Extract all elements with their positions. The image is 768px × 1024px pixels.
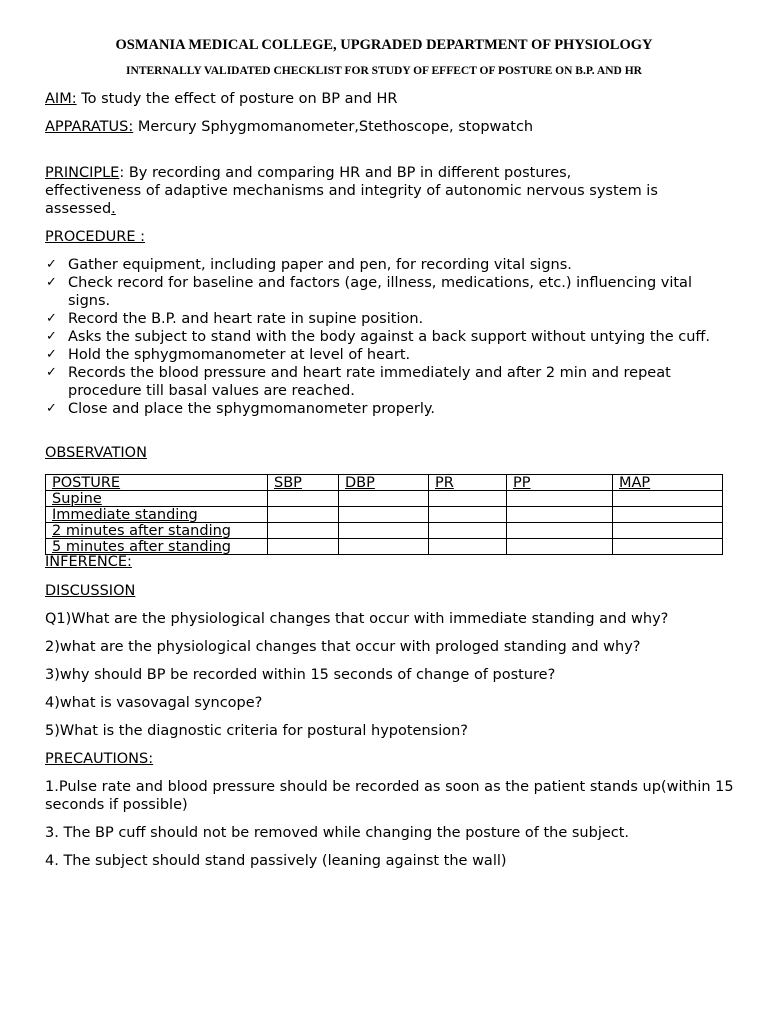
- map-cell[interactable]: [613, 523, 723, 539]
- list-item: [45, 328, 735, 346]
- discussion-question: 2)what are the physiological changes that occur with prologed standing and why?: [45, 639, 641, 655]
- procedure-label: PROCEDURE :: [45, 229, 146, 245]
- apparatus-text: Mercury Sphygmomanometer,Stethoscope, stopwatch: [133, 119, 534, 135]
- aim-line: [45, 90, 398, 108]
- column-header-pp: PP: [507, 475, 613, 491]
- discussion-question: 4)what is vasovagal syncope?: [45, 695, 263, 711]
- check-icon: ✓: [46, 347, 57, 362]
- principle-line-3: [45, 200, 116, 218]
- precaution-item: 4. The subject should stand passively (leaning against the wall): [45, 853, 507, 869]
- procedure-step: Gather equipment, including paper and pen, for recording vital signs.: [68, 257, 572, 273]
- check-icon: ✓: [46, 275, 57, 290]
- observation-table: [45, 474, 723, 555]
- principle-text-3: assessed: [45, 201, 112, 217]
- sbp-cell[interactable]: [268, 491, 339, 507]
- principle-text-1: : By recording and comparing HR and BP in different postures,: [119, 165, 572, 181]
- principle-line-2: effectiveness of adaptive mechanisms and integrity of autonomic nervous system is: [45, 183, 658, 199]
- map-cell[interactable]: [613, 491, 723, 507]
- dbp-cell[interactable]: [339, 539, 429, 555]
- table-header-row: [46, 475, 723, 491]
- sbp-cell[interactable]: [268, 523, 339, 539]
- apparatus-line: [45, 118, 533, 136]
- pr-cell[interactable]: [429, 491, 507, 507]
- principle-text-3-end: .: [111, 201, 116, 217]
- pp-cell[interactable]: [507, 507, 613, 523]
- map-cell[interactable]: [613, 507, 723, 523]
- column-header-map: MAP: [613, 475, 723, 491]
- inference-label: INFERENCE:: [45, 554, 132, 570]
- check-icon: ✓: [46, 329, 57, 344]
- principle-label: PRINCIPLE: [45, 165, 120, 181]
- pr-cell[interactable]: [429, 539, 507, 555]
- procedure-step: Check record for baseline and factors (age, illness, medications, etc.) influencing vital signs.: [68, 275, 692, 309]
- procedure-steps: [45, 256, 735, 418]
- discussion-question: Q1)What are the physiological changes that occur with immediate standing and why?: [45, 611, 669, 627]
- discussion-question: 3)why should BP be recorded within 15 seconds of change of posture?: [45, 667, 556, 683]
- precaution-item: 3. The BP cuff should not be removed while changing the posture of the subject.: [45, 825, 630, 841]
- list-item: [45, 310, 735, 328]
- check-icon: ✓: [46, 311, 57, 326]
- procedure-step: Records the blood pressure and heart rate immediately and after 2 min and repeat procedure till basal values are reached.: [68, 365, 671, 399]
- posture-cell: Immediate standing: [46, 507, 268, 523]
- table-row: [46, 507, 723, 523]
- discussion-question: 5)What is the diagnostic criteria for postural hypotension?: [45, 723, 468, 739]
- check-icon: ✓: [46, 401, 57, 416]
- procedure-step: Record the B.P. and heart rate in supine position.: [68, 311, 424, 327]
- pr-cell[interactable]: [429, 507, 507, 523]
- list-item: [45, 274, 735, 310]
- check-icon: ✓: [46, 257, 57, 272]
- pp-cell[interactable]: [507, 539, 613, 555]
- list-item: [45, 346, 735, 364]
- column-header-posture: POSTURE: [46, 475, 268, 491]
- precautions-label: PRECAUTIONS:: [45, 751, 154, 767]
- table-row: [46, 539, 723, 555]
- observation-label: OBSERVATION: [45, 445, 147, 461]
- posture-cell: 2 minutes after standing: [46, 523, 268, 539]
- check-icon: ✓: [46, 365, 57, 380]
- posture-cell: Supine: [46, 491, 268, 507]
- sbp-cell[interactable]: [268, 539, 339, 555]
- list-item: [45, 400, 735, 418]
- table-row: [46, 491, 723, 507]
- column-header-dbp: DBP: [339, 475, 429, 491]
- pp-cell[interactable]: [507, 491, 613, 507]
- apparatus-label: APPARATUS:: [45, 119, 134, 135]
- column-header-pr: PR: [429, 475, 507, 491]
- aim-label: AIM:: [45, 91, 77, 107]
- list-item: [45, 364, 735, 400]
- sbp-cell[interactable]: [268, 507, 339, 523]
- posture-cell: 5 minutes after standing: [46, 539, 268, 555]
- precaution-item: 1.Pulse rate and blood pressure should be recorded as soon as the patient stands up(within 15 seconds if possible): [45, 779, 734, 813]
- principle-line-1: [45, 164, 571, 182]
- pp-cell[interactable]: [507, 523, 613, 539]
- document-subtitle: INTERNALLY VALIDATED CHECKLIST FOR STUDY OF EFFECT OF POSTURE ON B.P. AND HR: [126, 65, 642, 77]
- map-cell[interactable]: [613, 539, 723, 555]
- dbp-cell[interactable]: [339, 523, 429, 539]
- table-row: [46, 523, 723, 539]
- list-item: [45, 256, 735, 274]
- document-title: OSMANIA MEDICAL COLLEGE, UPGRADED DEPARTMENT OF PHYSIOLOGY: [115, 37, 653, 53]
- column-header-sbp: SBP: [268, 475, 339, 491]
- aim-text: To study the effect of posture on BP and HR: [76, 91, 398, 107]
- discussion-label: DISCUSSION: [45, 583, 136, 599]
- procedure-step: Asks the subject to stand with the body against a back support without untying the cuff.: [68, 329, 710, 345]
- procedure-step: Close and place the sphygmomanometer properly.: [68, 401, 436, 417]
- procedure-step: Hold the sphygmomanometer at level of heart.: [68, 347, 411, 363]
- dbp-cell[interactable]: [339, 507, 429, 523]
- dbp-cell[interactable]: [339, 491, 429, 507]
- pr-cell[interactable]: [429, 523, 507, 539]
